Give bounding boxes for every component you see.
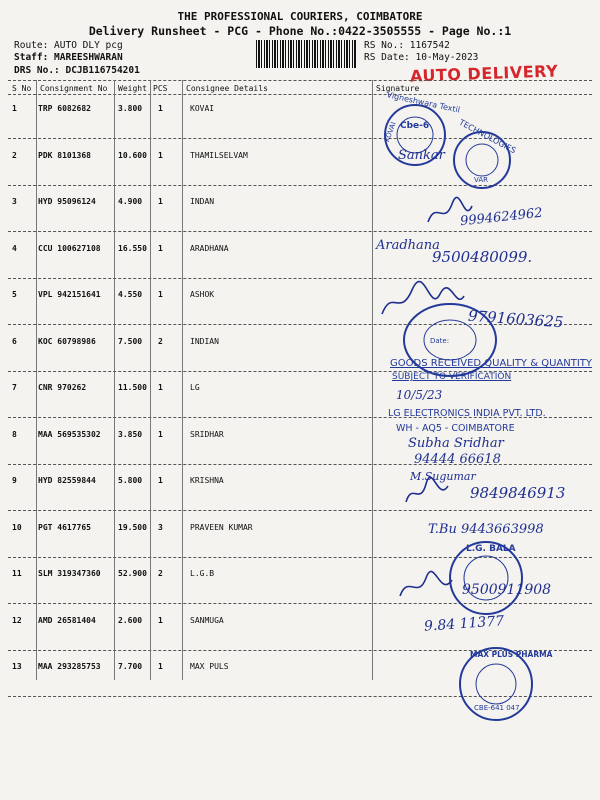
col-consignment: Consignment No (40, 84, 108, 93)
row-sno: 8 (12, 430, 17, 439)
subject-verification-stamp: SUBJECT TO VERIFICATION (392, 372, 512, 382)
row-consignee: SANMUGA (190, 616, 224, 625)
row-sno: 10 (12, 523, 22, 532)
row-weight: 3.800 (118, 104, 143, 113)
route-label: Route: AUTO DLY pcg (14, 40, 123, 51)
row-sno: 13 (12, 662, 22, 671)
divider (150, 80, 151, 680)
table-row (0, 197, 600, 209)
row-weight: 11.500 (118, 383, 147, 392)
name-row8: Subha Sridhar (408, 436, 504, 451)
table-row (0, 383, 600, 395)
staff-label: Staff: MAREESHWARAN (14, 52, 123, 63)
row-sno: 4 (12, 244, 17, 253)
name-row4: Aradhana (376, 238, 440, 253)
row-weight: 19.500 (118, 523, 147, 532)
drs-number: DRS No.: DCJB116754201 (14, 65, 140, 76)
row-consignment-no: MAA 293285753 (38, 662, 101, 671)
row-consignment-no: HYD 82559844 (38, 476, 96, 485)
lg-company-stamp: LG ELECTRONICS INDIA PVT. LTD. (388, 408, 546, 419)
auto-delivery-stamp: AUTO DELIVERY (409, 61, 559, 86)
row-pcs: 1 (158, 151, 163, 160)
row-consignment-no: AMD 26581404 (38, 616, 96, 625)
signature-mark-row9 (402, 478, 452, 508)
row-sno: 1 (12, 104, 17, 113)
row-sno: 12 (12, 616, 22, 625)
lg-warehouse-stamp: WH - AQ5 - COIMBATORE (396, 423, 515, 434)
row-consignee: THAMILSELVAM (190, 151, 248, 160)
row-pcs: 3 (158, 523, 163, 532)
phone-row5: 9791603625 (467, 306, 564, 332)
divider (36, 80, 37, 680)
row-pcs: 1 (158, 290, 163, 299)
technologies-stamp-bottom: VAR (474, 176, 488, 184)
row-weight: 4.900 (118, 197, 143, 206)
row-pcs: 1 (158, 383, 163, 392)
col-signature: Signature (376, 84, 420, 93)
col-pcs: PCS (153, 84, 168, 93)
barcode (256, 40, 356, 68)
phone-row3: 9994624962 (459, 205, 544, 230)
max-plus-stamp-top: MAX PLUS PHARMA (470, 650, 553, 659)
max-plus-stamp-bottom: CBE-641 047 (474, 704, 520, 712)
row-sno: 5 (12, 290, 17, 299)
row-sno: 6 (12, 337, 17, 346)
row-consignee: INDIAN (190, 337, 219, 346)
row-weight: 16.550 (118, 244, 147, 253)
table-row (0, 337, 600, 349)
row-sno: 3 (12, 197, 17, 206)
row-consignment-no: HYD 95096124 (38, 197, 96, 206)
row-pcs: 1 (158, 244, 163, 253)
row-pcs: 2 (158, 569, 163, 578)
row-separator (8, 464, 592, 465)
row-consignment-no: CCU 100627108 (38, 244, 101, 253)
row-weight: 3.850 (118, 430, 143, 439)
row-consignee: PRAVEEN KUMAR (190, 523, 253, 532)
row-weight: 7.700 (118, 662, 143, 671)
signature-mark-row11 (396, 570, 456, 604)
name-row9: M.Sugumar (410, 470, 476, 483)
phone-row12: 9.84 11377 (423, 613, 505, 635)
row-consignee: KRISHNA (190, 476, 224, 485)
row-sno: 11 (12, 569, 22, 578)
header-rule-top (8, 80, 592, 81)
divider (182, 80, 183, 680)
rs-number: RS No.: 1167542 (364, 40, 450, 51)
row-consignment-no: MAA 569535302 (38, 430, 101, 439)
textile-stamp-side: KOVAI (383, 120, 398, 144)
phone-row9: 9849846913 (470, 484, 566, 502)
divider (372, 80, 373, 680)
table-row (0, 104, 600, 116)
row-consignment-no: PDK 8101368 (38, 151, 91, 160)
textile-stamp-top: Vigneshwara Textil (385, 90, 461, 115)
signature-row7: 10/5/23 (396, 388, 443, 402)
seal-date-label: Date: (430, 337, 450, 345)
row-pcs: 1 (158, 197, 163, 206)
row-weight: 7.500 (118, 337, 143, 346)
row-consignee: LG (190, 383, 200, 392)
row-pcs: 1 (158, 430, 163, 439)
phone-row4: 9500480099. (432, 248, 533, 266)
row-consignment-no: PGT 4617765 (38, 523, 91, 532)
table-row (0, 290, 600, 302)
phone-row11: 9500911908 (462, 582, 552, 598)
row-consignment-no: SLM 319347360 (38, 569, 101, 578)
row-weight: 5.800 (118, 476, 143, 485)
rs-date: RS Date: 10-May-2023 (364, 52, 479, 63)
row-weight: 2.600 (118, 616, 143, 625)
lgb-stamp-text: L.G. BALA (466, 544, 516, 554)
row-pcs: 1 (158, 476, 163, 485)
row-consignee: MAX PULS (190, 662, 229, 671)
row-consignment-no: CNR 970262 (38, 383, 87, 392)
row-pcs: 2 (158, 337, 163, 346)
row-consignee: KOVAI (190, 104, 215, 113)
row-pcs: 1 (158, 104, 163, 113)
row-consignee: SRIDHAR (190, 430, 224, 439)
row-weight: 4.550 (118, 290, 143, 299)
runsheet-title: Delivery Runsheet - PCG - Phone No.:0422-3505555 - Page No.:1 (88, 24, 512, 38)
goods-received-stamp: GOODS RECEIVED QUALITY & QUANTITY (390, 358, 592, 369)
row-consignment-no: TRP 6082682 (38, 104, 91, 113)
row-separator (8, 231, 592, 232)
col-consignee: Consignee Details (186, 84, 268, 93)
row-consignee: INDAN (190, 197, 215, 206)
row-sno: 2 (12, 151, 17, 160)
row-separator (8, 278, 592, 279)
technologies-stamp-top: TECHNOLOGIES (457, 117, 518, 156)
row-consignee: L.G.B (190, 569, 215, 578)
row-sno: 9 (12, 476, 17, 485)
phone-row10: T.Bu 9443663998 (428, 522, 544, 537)
row-pcs: 1 (158, 662, 163, 671)
company-title: THE PROFESSIONAL COURIERS, COIMBATORE (177, 10, 423, 23)
row-consignment-no: KOC 60798986 (38, 337, 96, 346)
row-weight: 52.900 (118, 569, 147, 578)
phone-row8: 94444 66618 (414, 452, 501, 467)
row-consignee: ARADHANA (190, 244, 229, 253)
textile-stamp-center: Cbe-6 (400, 121, 430, 131)
row-consignee: ASHOK (190, 290, 215, 299)
row-separator (8, 510, 592, 511)
row-weight: 10.600 (118, 151, 147, 160)
divider (114, 80, 115, 680)
header-rule-bottom (8, 94, 592, 95)
row-sno: 7 (12, 383, 17, 392)
row-pcs: 1 (158, 616, 163, 625)
signature-row2: Sankar (398, 148, 445, 163)
row-consignment-no: VPL 942151641 (38, 290, 101, 299)
col-weight: Weight (118, 84, 147, 93)
col-sno: S No (12, 84, 32, 93)
